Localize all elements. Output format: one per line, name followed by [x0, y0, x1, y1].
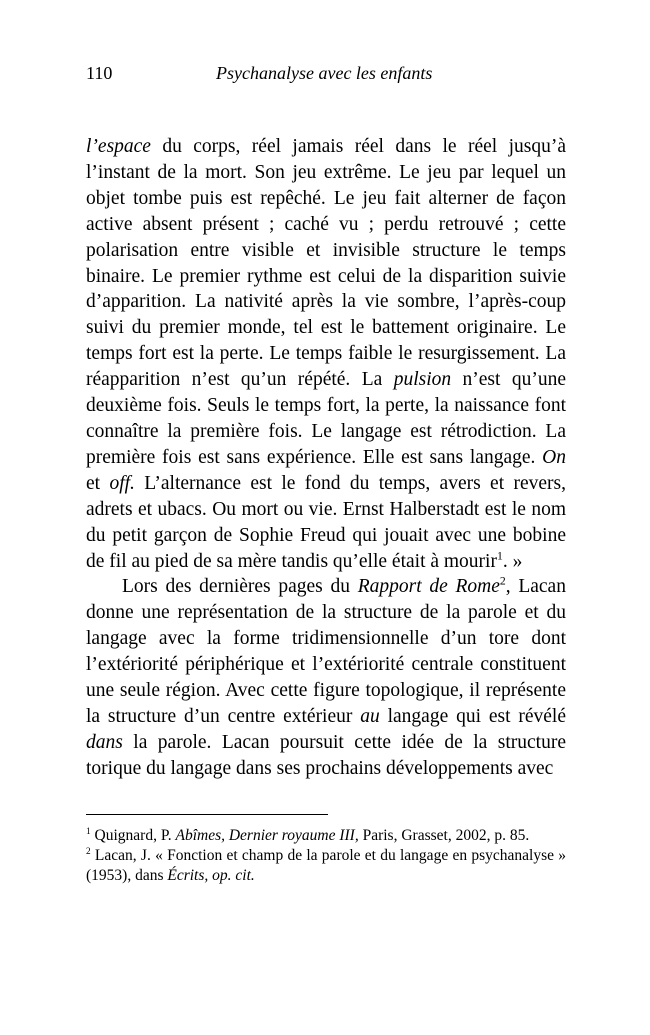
text-run: Quignard, P.	[90, 827, 176, 844]
page-header	[86, 63, 566, 87]
italic-term: dans	[86, 731, 123, 753]
italic-term: off.	[109, 472, 135, 494]
body-text	[86, 134, 566, 782]
page-number: 110	[86, 63, 113, 83]
text-run: du corps, réel jamais réel dans le réel jusqu’à l’instant de la mort. Son jeu extrême. Le jeu par lequel un objet tombe puis est repêché. Le jeu fait alterner de façon active absent présent ; caché vu ; perdu retrouvé ; cette polarisation entre visible et invisible structure le temps binaire. Le premier rythme est celui de la disparition suivie d’apparition. La nativité après la vie sombre, l’après-coup suivi du premier monde, tel est le battement originaire. Le temps fort est la perte. Le temps faible le resurgissement. La réapparition n’est qu’un répété. La	[86, 136, 566, 391]
footnote-number: 2	[86, 846, 91, 857]
text-run: et	[86, 472, 110, 494]
italic-term: On	[542, 446, 566, 468]
italic-title: Écrits, op. cit.	[167, 867, 255, 884]
footnote-1	[86, 826, 566, 846]
italic-term: pulsion	[393, 369, 452, 391]
italic-term: l’espace	[86, 136, 151, 157]
running-title: Psychanalyse avec les enfants	[216, 63, 433, 83]
text-run: Paris, Grasset, 2002, p. 85.	[358, 827, 530, 844]
footnote-ref-2: 2	[499, 574, 506, 588]
footnotes	[86, 826, 566, 886]
italic-term: au	[360, 705, 380, 727]
text-run: , Lacan donne une représentation de la structure de la parole et du langage avec la forme tridimensionnelle d’un tore dont l’extériorité périphérique et l’extériorité centrale constituent une seule région. Avec cette figure topologique, il représente la structure d’un centre extérieur	[86, 576, 566, 727]
paragraph-1	[86, 134, 566, 574]
text-run: L’alternance est le fond du temps, avers et revers, adrets et ubacs. Ou mort ou vie. Ernst Halberstadt est le nom du petit garçon de Sophie Freud qui jouait avec une bobine de fil au pied de sa mère tandis qu’elle était à mourir	[86, 472, 566, 572]
text-run: n’est qu’une deuxième fois. Seuls le temps fort, la perte, la naissance font connaître la première fois. Le langage est rétrodiction. La première fois est sans expérience. Elle est sans langage.	[86, 369, 566, 468]
footnote-number: 1	[86, 826, 91, 837]
text-run: langage qui est révélé	[379, 705, 566, 727]
paragraph-2	[86, 574, 566, 781]
text-run: Lacan, J. « Fonction et champ de la parole et du langage en psychanalyse » (1953), dans	[86, 847, 566, 884]
footnote-divider	[86, 814, 328, 815]
text-run: Lors des dernières pages du	[122, 576, 358, 598]
italic-title: Rapport de Rome	[357, 576, 500, 598]
italic-title: Abîmes, Dernier royaume III,	[175, 827, 359, 844]
text-run: la parole. Lacan poursuit cette idée de la structure torique du langage dans ses prochains développements avec	[86, 731, 566, 779]
text-run: . »	[502, 550, 523, 572]
footnote-ref-1: 1	[496, 549, 503, 562]
footnote-2	[86, 846, 566, 886]
